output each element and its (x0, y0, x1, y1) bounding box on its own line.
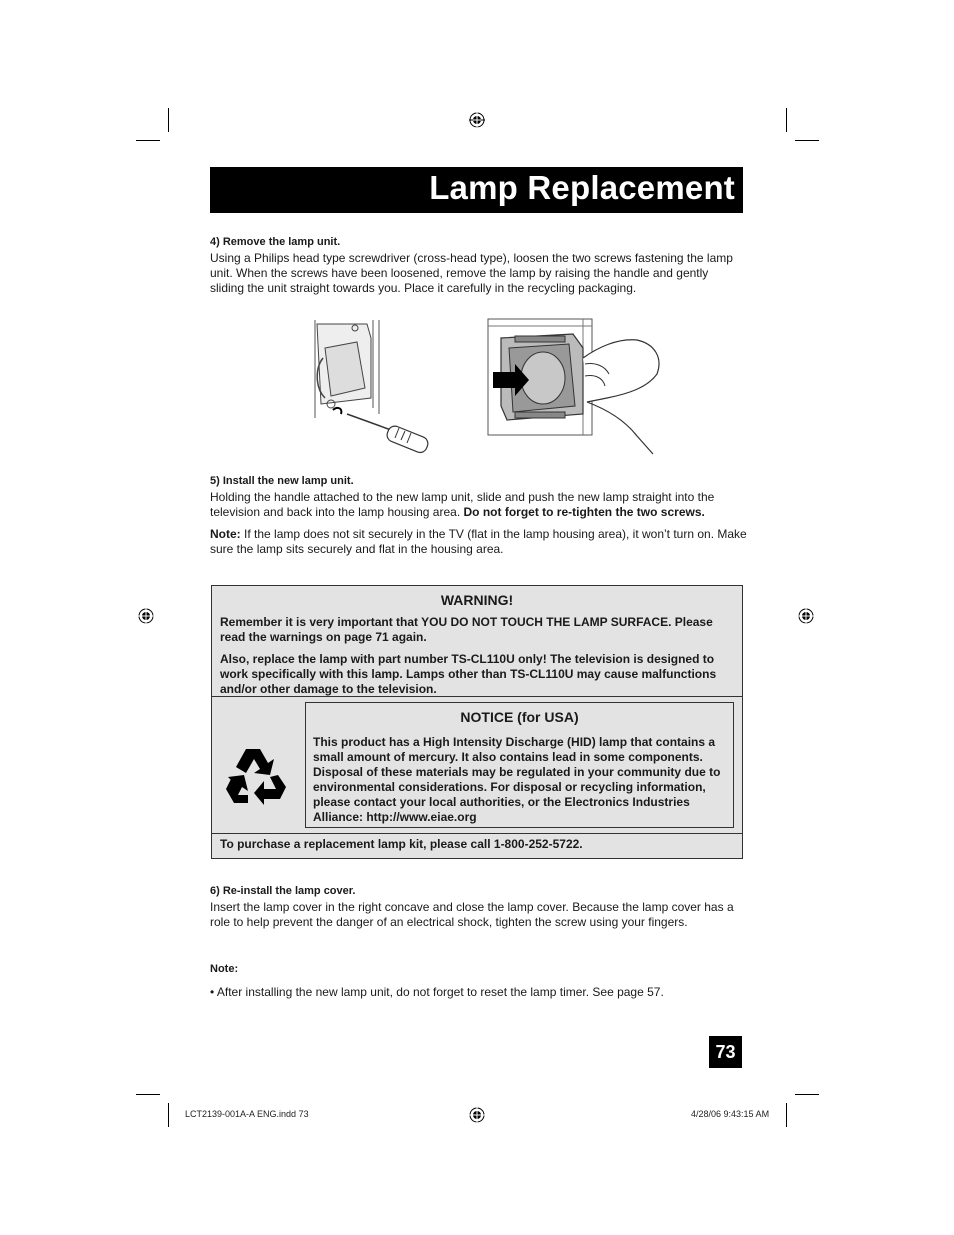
notice-box (305, 702, 734, 828)
step6-body: Insert the lamp cover in the right concave and close the lamp cover. Because the lamp cover has a role to help prevent the danger of an electrical shock, tighten the screw using your fingers. (210, 900, 734, 929)
step5-body-text: Holding the handle attached to the new lamp unit, slide and push the new lamp straight into the television and back into the lamp housing area. (210, 490, 715, 519)
crop-mark (786, 108, 787, 132)
purchase-info: To purchase a replacement lamp kit, please call 1-800-252-5722. (220, 837, 583, 851)
title-bar (210, 167, 743, 213)
notice-title: NOTICE (for USA) (460, 709, 579, 725)
warning-para-2: Also, replace the lamp with part number TS-CL110U only! The television is designed to work specifically with this lamp. Lamps other than TS-CL110U may cause malfunctions and/or other damage to the television. (220, 652, 717, 696)
warning-box (211, 585, 743, 859)
warning-para-1: Remember it is very important that YOU DO NOT TOUCH THE LAMP SURFACE. Please read the warnings on page 71 again. (220, 615, 713, 644)
step5-body (210, 490, 744, 520)
step5-note (210, 527, 750, 557)
warning-title: WARNING! (440, 592, 514, 608)
crop-mark (136, 1094, 160, 1095)
lamp-removal-illustration (487, 318, 665, 456)
screwdriver-illustration (307, 318, 437, 454)
page-title: Lamp Replacement (429, 169, 735, 206)
crop-mark (168, 108, 169, 132)
step5-note-text: If the lamp does not sit securely in the TV (flat in the lamp housing area), it won’t turn on. Make sure the lamp sits securely and flat in the housing area. (210, 527, 747, 556)
registration-mark-icon (469, 112, 485, 128)
crop-mark (786, 1103, 787, 1127)
crop-mark (168, 1103, 169, 1127)
notice-text: This product has a High Intensity Discharge (HID) lamp that contains a small amount of mercury. It also contains lead in some components. Disposal of these materials may be regulated in your community due to environmental considerations. For disposal or recycling information, please contact your local authorities, or the Electronics Industries Alliance: http://www.eiae.org (313, 735, 721, 824)
step6-heading: 6) Re-install the lamp cover. (210, 885, 356, 897)
crop-mark (795, 1094, 819, 1095)
registration-mark-icon (469, 1107, 485, 1123)
recycle-icon (224, 745, 288, 807)
footer-timestamp: 4/28/06 9:43:15 AM (691, 1109, 770, 1119)
divider (212, 833, 742, 834)
step5-heading: 5) Install the new lamp unit. (210, 475, 354, 487)
registration-mark-icon (138, 608, 154, 624)
footer-file-info: LCT2139-001A-A ENG.indd 73 (185, 1109, 309, 1119)
registration-mark-icon (798, 608, 814, 624)
divider (212, 696, 742, 697)
page-number: 73 (709, 1036, 742, 1068)
step4-body: Using a Philips head type screwdriver (cross-head type), loosen the two screws fastening the lamp unit. When the screws have been loosened, remove the lamp by raising the handle and gently sliding the unit straight towards you. Place it carefully in the recycling packaging. (210, 251, 733, 295)
crop-mark (795, 140, 819, 141)
step4-heading: 4) Remove the lamp unit. (210, 236, 341, 248)
step5-note-label: Note: (210, 527, 241, 541)
step5-body-bold: Do not forget to re-tighten the two screws. (463, 505, 705, 519)
step6-bullet: • After installing the new lamp unit, do not forget to reset the lamp timer. See page 57. (210, 985, 664, 999)
step6-note-label: Note: (210, 963, 239, 975)
crop-mark (136, 140, 160, 141)
